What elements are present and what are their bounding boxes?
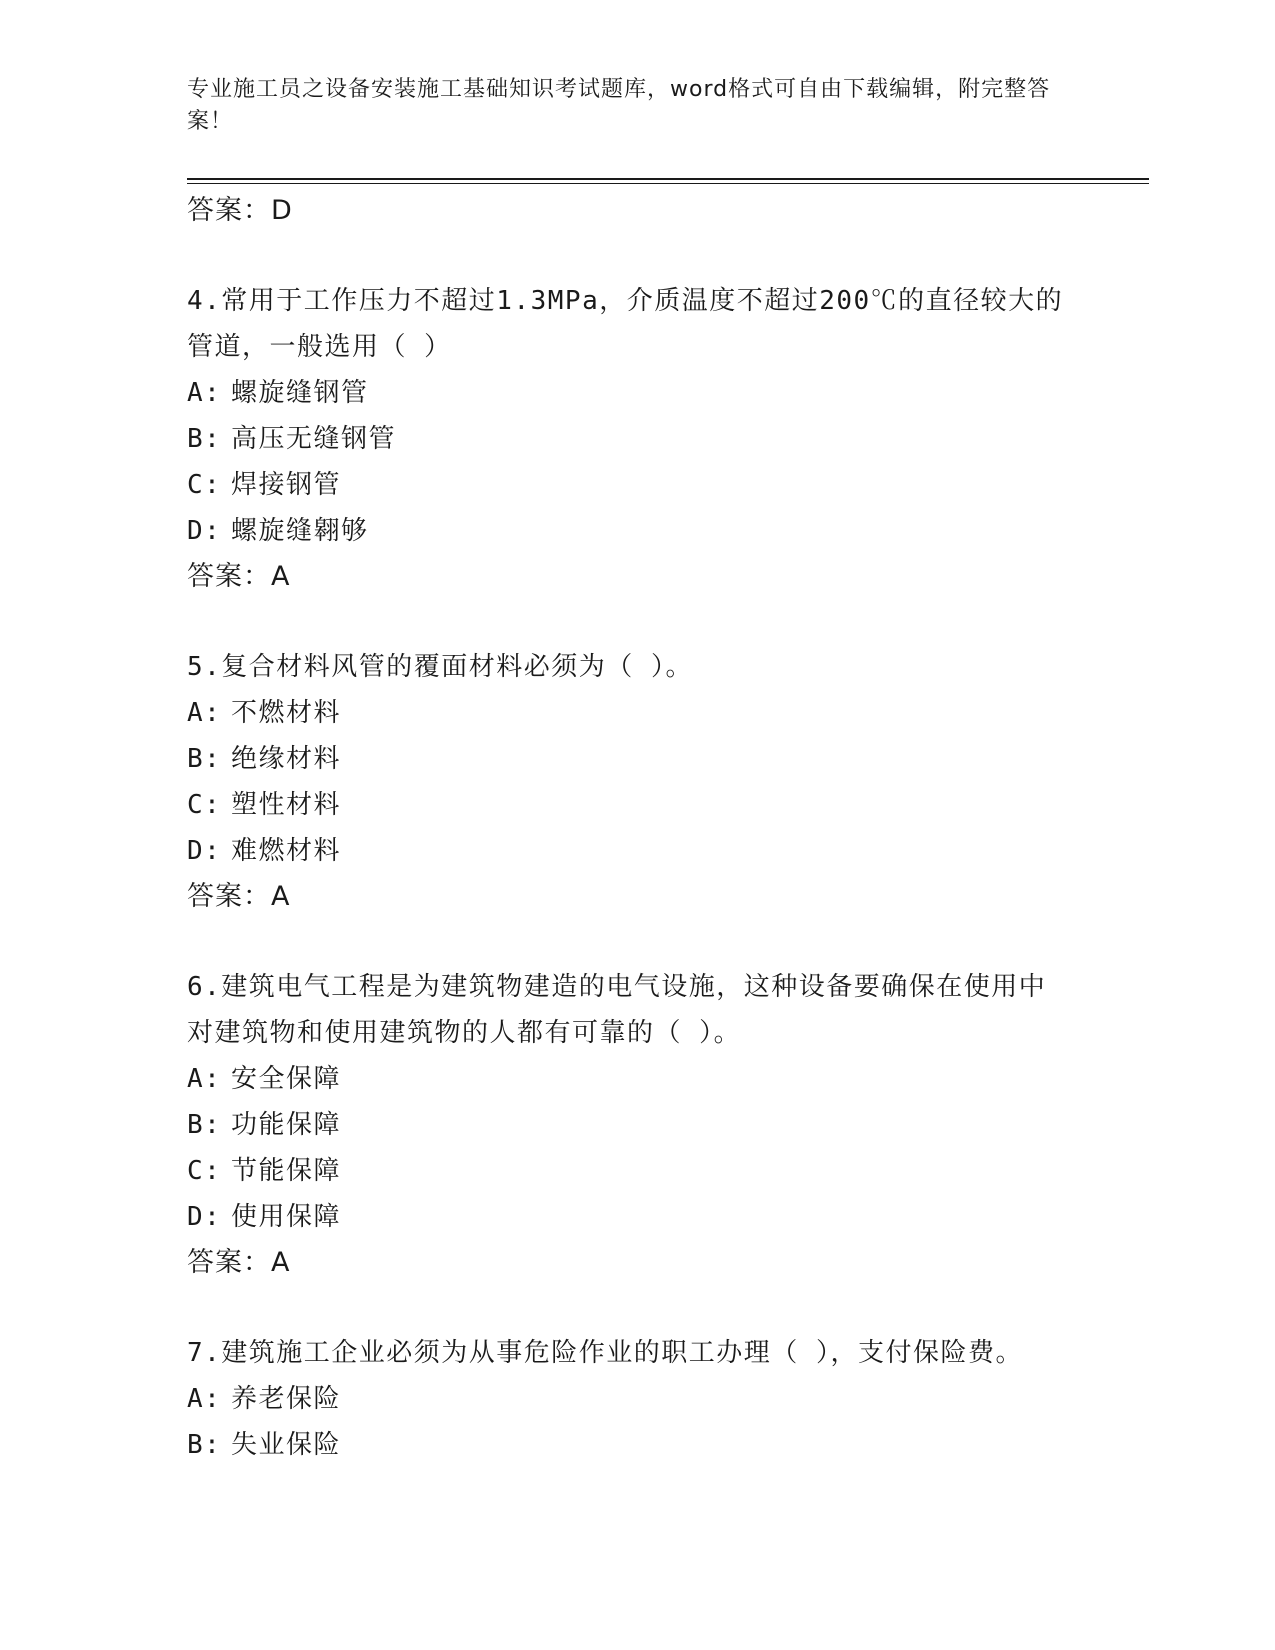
document-header: 专业施工员之设备安装施工基础知识考试题库，word格式可自由下载编辑，附完整答案！	[187, 77, 1051, 134]
question-4	[187, 278, 1067, 600]
option-key: D:	[187, 516, 222, 546]
option-d	[187, 508, 1067, 554]
option-text: 失业保险	[231, 1430, 342, 1460]
answer-q3: 答案：D	[187, 195, 293, 226]
option-key: A:	[187, 378, 222, 408]
question-5	[187, 644, 1067, 920]
option-b	[187, 736, 1067, 782]
option-key: B:	[187, 744, 222, 774]
option-b	[187, 1422, 1067, 1468]
option-text: 不燃材料	[231, 698, 342, 728]
question-text: 4.常用于工作压力不超过1.3MPa，介质温度不超过200℃的直径较大的管道，一般选用（ ）	[187, 286, 1064, 362]
option-key: A:	[187, 1384, 222, 1414]
question-6	[187, 964, 1067, 1286]
option-key: C:	[187, 470, 222, 500]
question-text: 6.建筑电气工程是为建筑物建造的电气设施，这种设备要确保在使用中对建筑物和使用建筑物的人都有可靠的（ ）。	[187, 972, 1047, 1048]
option-text: 塑性材料	[231, 790, 342, 820]
answer-q5: 答案：A	[187, 881, 291, 912]
option-key: C:	[187, 1156, 222, 1186]
option-b	[187, 1102, 1067, 1148]
option-a	[187, 690, 1067, 736]
question-7	[187, 1330, 1067, 1468]
option-a	[187, 1056, 1067, 1102]
header-divider-thin	[187, 183, 1149, 184]
option-key: D:	[187, 836, 222, 866]
option-text: 绝缘材料	[231, 744, 342, 774]
option-key: A:	[187, 1064, 222, 1094]
option-c	[187, 782, 1067, 828]
option-b	[187, 416, 1067, 462]
option-key: C:	[187, 790, 222, 820]
option-text: 节能保障	[231, 1156, 342, 1186]
question-text: 7.建筑施工企业必须为从事危险作业的职工办理（ ），支付保险费。	[187, 1338, 1023, 1368]
answer-q6: 答案：A	[187, 1247, 291, 1278]
option-text: 使用保障	[231, 1202, 342, 1232]
option-key: B:	[187, 424, 222, 454]
option-text: 螺旋缝钢管	[231, 378, 369, 408]
option-a	[187, 1376, 1067, 1422]
option-d	[187, 828, 1067, 874]
option-text: 焊接钢管	[231, 470, 342, 500]
option-a	[187, 370, 1067, 416]
option-text: 功能保障	[231, 1110, 342, 1140]
option-key: A:	[187, 698, 222, 728]
header-divider-thick	[187, 178, 1149, 180]
document-body	[187, 188, 1067, 1468]
option-key: B:	[187, 1430, 222, 1460]
option-c	[187, 1148, 1067, 1194]
option-text: 难燃材料	[231, 836, 342, 866]
option-text: 养老保险	[231, 1384, 342, 1414]
option-key: B:	[187, 1110, 222, 1140]
question-text: 5.复合材料风管的覆面材料必须为（ ）。	[187, 652, 693, 682]
answer-q4: 答案：A	[187, 561, 291, 592]
option-key: D:	[187, 1202, 222, 1232]
option-text: 安全保障	[231, 1064, 342, 1094]
option-text: 高压无缝钢管	[231, 424, 397, 454]
option-text: 螺旋缝翱够	[231, 516, 369, 546]
option-c	[187, 462, 1067, 508]
option-d	[187, 1194, 1067, 1240]
